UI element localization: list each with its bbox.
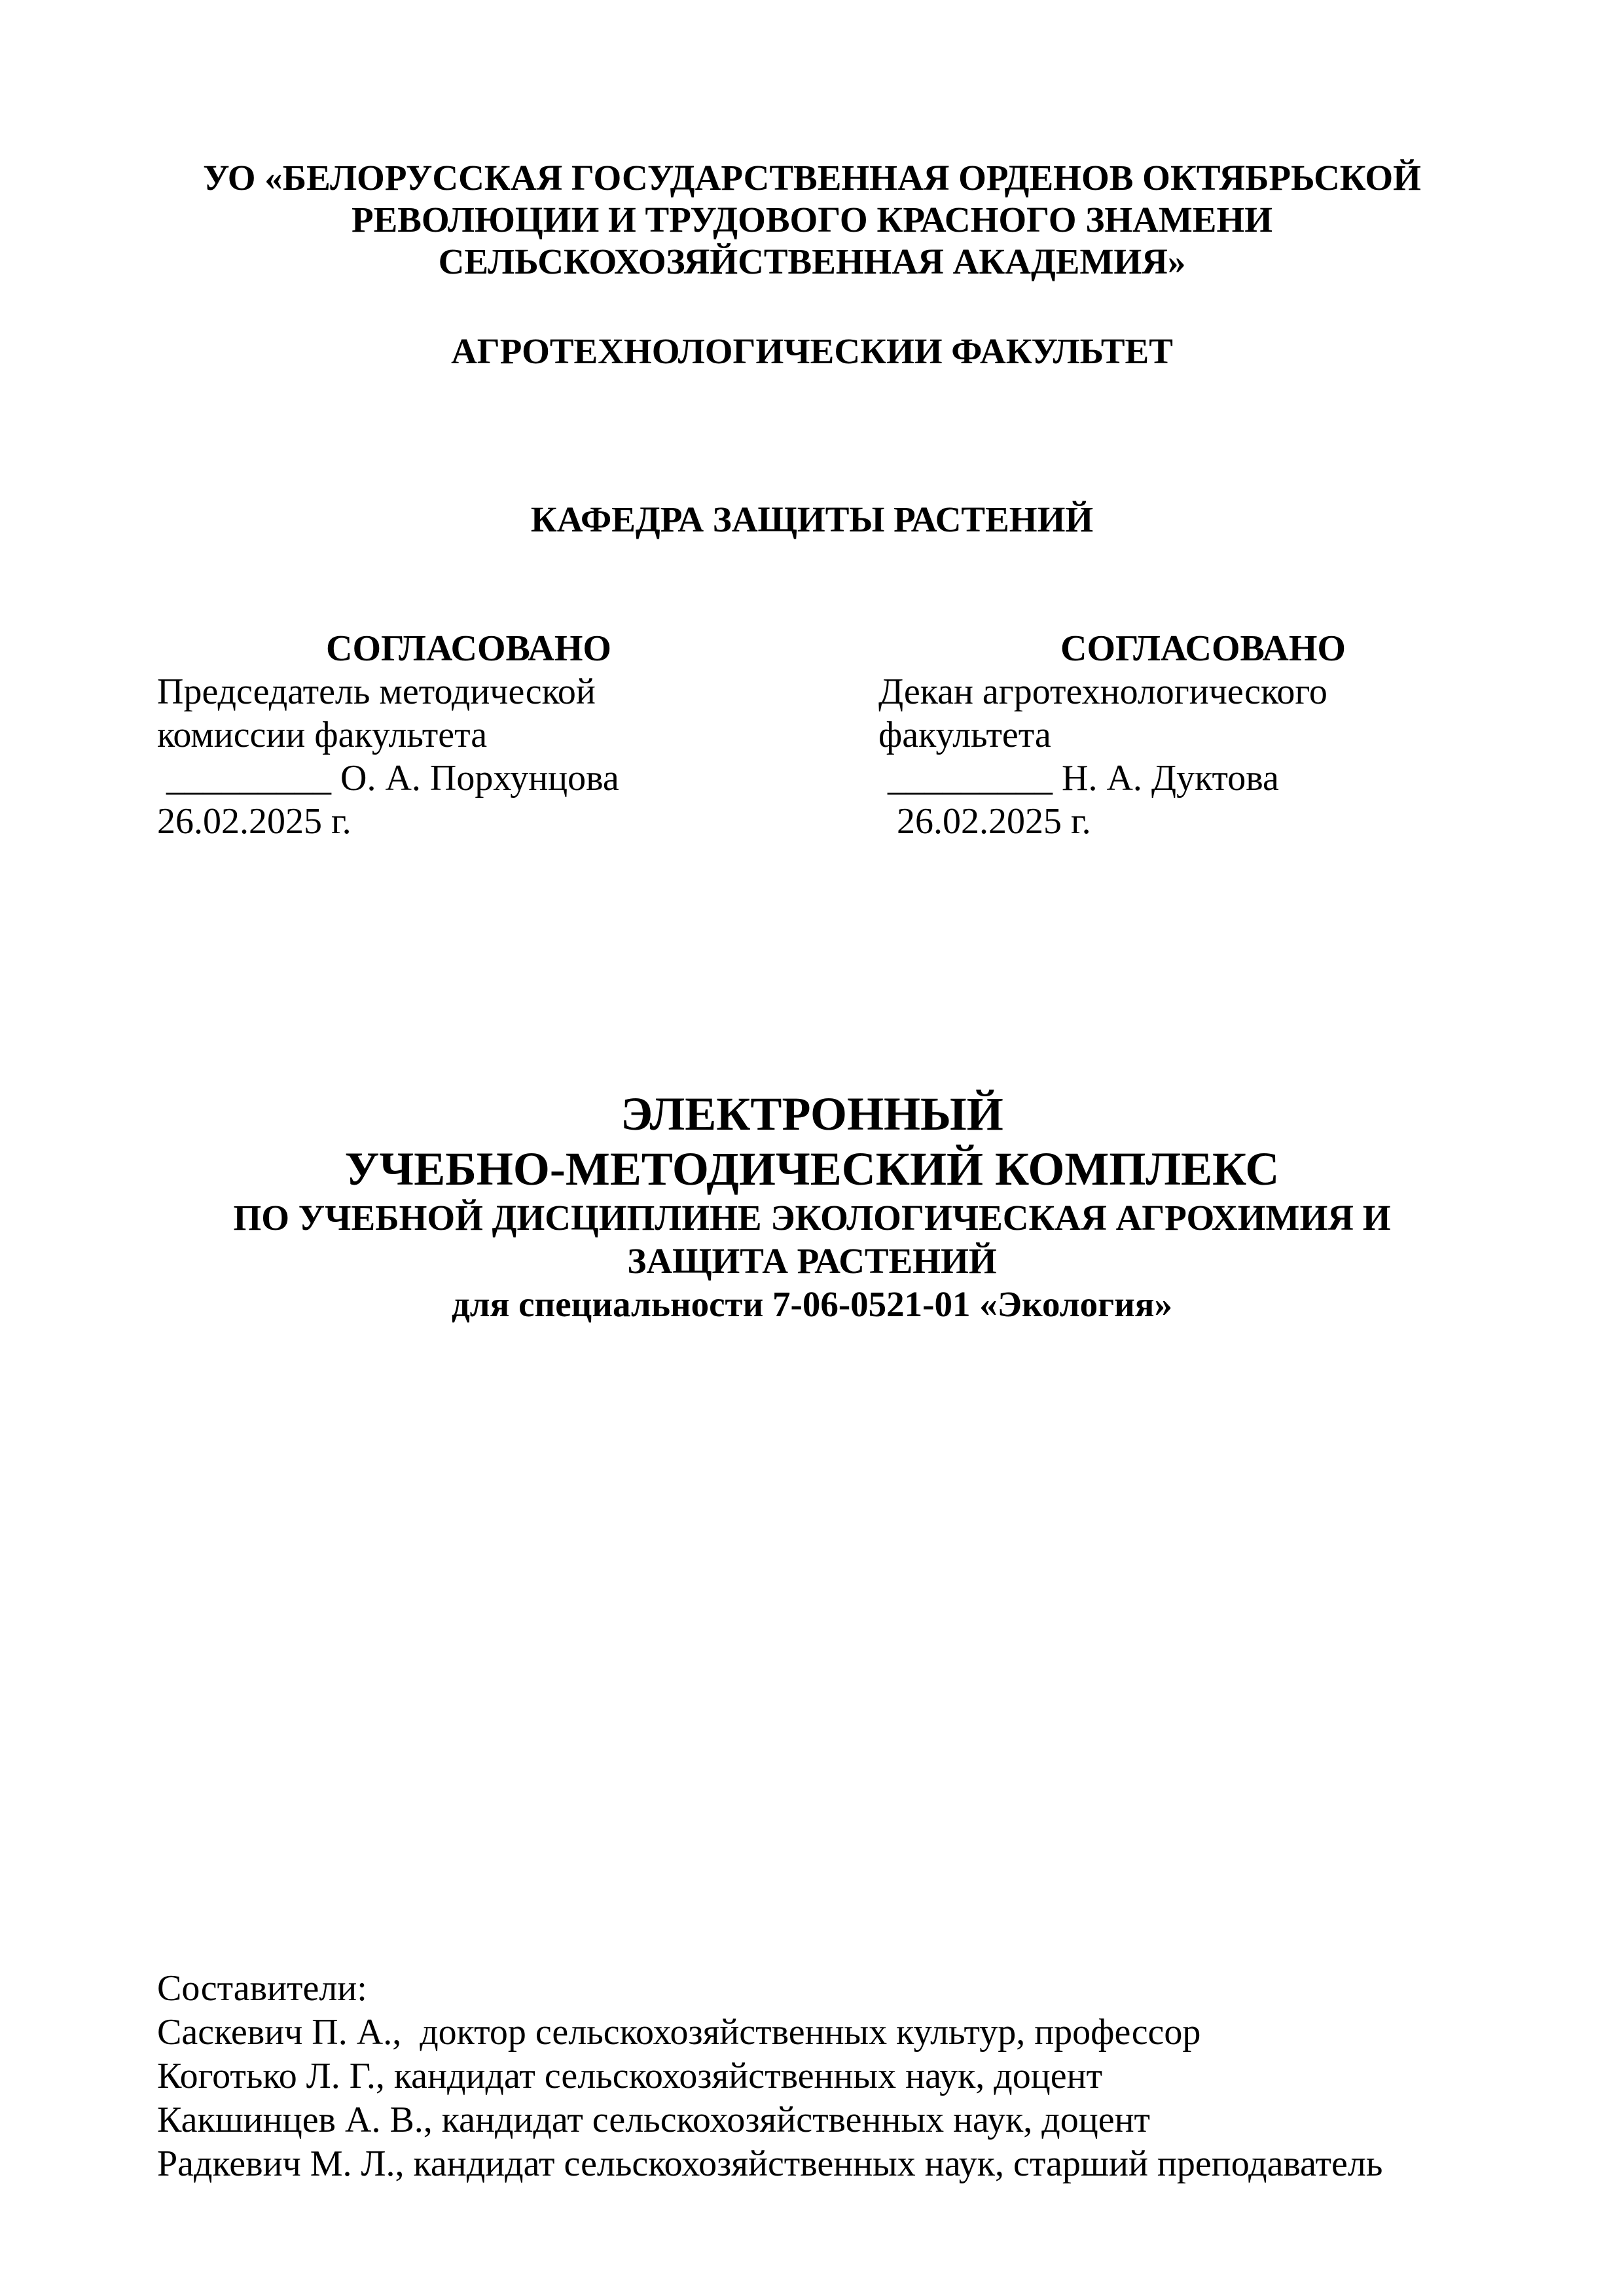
approval-right	[878, 627, 1533, 843]
approval-right-date: 26.02.2025 г.	[878, 801, 1091, 842]
institution-line-1: УО «БЕЛОРУССКАЯ ГОСУДАРСТВЕННАЯ ОРДЕНОВ ОКТЯБРЬСКОЙ	[203, 158, 1421, 198]
authors-block	[157, 1967, 1532, 2186]
institution-line-2: РЕВОЛЮЦИИ И ТРУДОВОГО КРАСНОГО ЗНАМЕНИ	[351, 200, 1273, 240]
title-line-2: УЧЕБНО-МЕТОДИЧЕСКИЙ КОМПЛЕКС	[344, 1143, 1280, 1195]
approval-left-position-line-2: комиссии факультета	[157, 715, 488, 755]
title-line-1: ЭЛЕКТРОННЫЙ	[621, 1088, 1003, 1140]
author-item: Какшинцев А. В., кандидат сельскохозяйственных наук, доцент	[157, 2100, 1151, 2140]
author-item: Саскевич П. А., доктор сельскохозяйственных культур, профессор	[157, 2012, 1201, 2053]
approval-right-position-line-1: Декан агротехнологического	[878, 672, 1327, 712]
title-line-4: ЗАЩИТА РАСТЕНИЙ	[627, 1241, 997, 1281]
approval-right-position-line-2: факультета	[878, 715, 1051, 755]
approval-left-date: 26.02.2025 г.	[157, 801, 352, 842]
author-item: Радкевич М. Л., кандидат сельскохозяйственных наук, старший преподаватель	[157, 2144, 1383, 2184]
approval-left-signature: _________ О. А. Порхунцова	[157, 758, 619, 798]
approval-left-heading: СОГЛАСОВАНО	[326, 628, 611, 669]
approval-right-signature: _________ Н. А. Дуктова	[878, 758, 1279, 798]
approval-left-position-line-1: Председатель методической	[157, 672, 596, 712]
authors-label: Составители:	[157, 1968, 367, 2009]
institution-line-3: СЕЛЬСКОХОЗЯЙСТВЕННАЯ АКАДЕМИЯ»	[438, 242, 1186, 281]
faculty-name: АГРОТЕХНОЛОГИЧЕСКИИ ФАКУЛЬТЕТ	[451, 331, 1173, 371]
title-line-5: для специальности 7-06-0521-01 «Экология»	[451, 1284, 1173, 1324]
institution-header	[0, 157, 1624, 283]
approval-left	[157, 627, 812, 843]
title-line-3: ПО УЧЕБНОЙ ДИСЦИПЛИНЕ ЭКОЛОГИЧЕСКАЯ АГРОХИМИЯ И	[233, 1198, 1391, 1238]
department-name: КАФЕДРА ЗАЩИТЫ РАСТЕНИЙ	[530, 499, 1094, 539]
approval-right-heading: СОГЛАСОВАНО	[1060, 628, 1346, 669]
author-item: Коготько Л. Г., кандидат сельскохозяйственных наук, доцент	[157, 2056, 1103, 2096]
document-title	[0, 1086, 1624, 1326]
